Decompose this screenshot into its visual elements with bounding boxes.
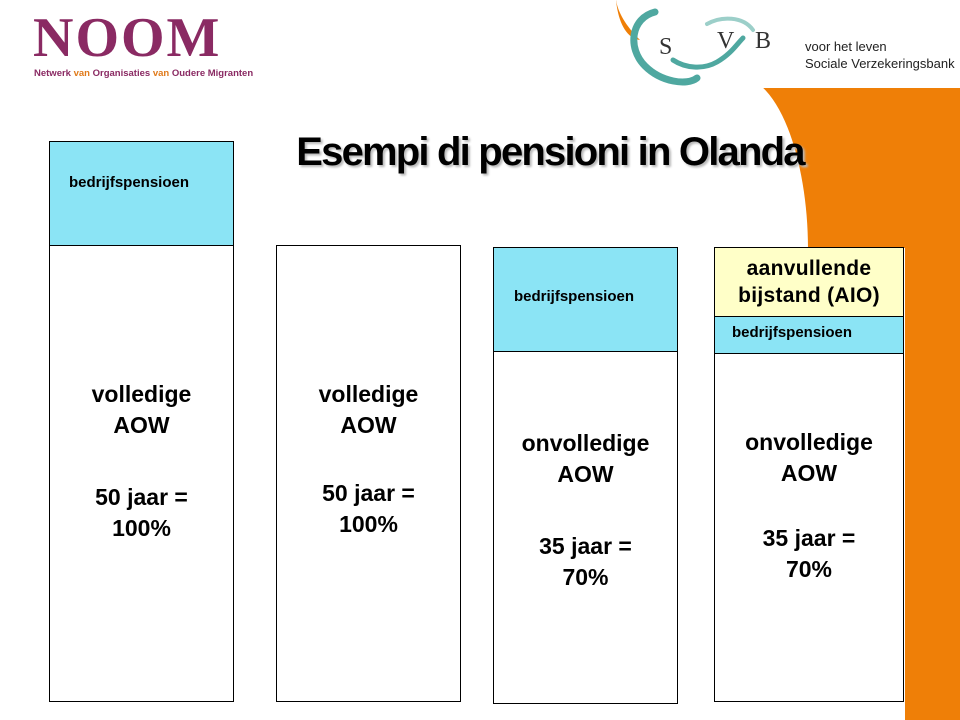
company-pension-label: bedrijfspensioen bbox=[732, 324, 853, 341]
svb-letter-s: S bbox=[659, 34, 673, 60]
company-pension-block bbox=[715, 317, 903, 354]
svb-letter-v: V bbox=[717, 28, 735, 54]
svb-slogan-line2: Sociale Verzekeringsbank bbox=[805, 56, 955, 71]
company-pension-label: bedrijfspensioen bbox=[69, 174, 190, 191]
noom-logo: NOOM bbox=[33, 7, 222, 69]
pension-column-4 bbox=[714, 247, 904, 702]
pension-column-1 bbox=[49, 141, 234, 702]
aow-label: volledige AOW bbox=[318, 381, 419, 438]
company-pension-block bbox=[494, 248, 677, 352]
supplementary-assistance-label: aanvullende bijstand (AIO) bbox=[738, 257, 880, 307]
years-percentage-label: 35 jaar = 70% bbox=[762, 525, 856, 582]
aow-label: volledige AOW bbox=[91, 381, 192, 438]
company-pension-label: bedrijfspensioen bbox=[514, 288, 635, 305]
svb-slogan bbox=[805, 38, 955, 72]
svb-slogan-line1: voor het leven bbox=[805, 39, 887, 54]
slide-title: Esempi di pensioni in Olanda bbox=[296, 130, 804, 174]
noom-tagline: Netwerk van Organisaties van Oudere Migranten bbox=[34, 68, 254, 79]
aow-label: onvolledige AOW bbox=[521, 430, 650, 487]
aow-label: onvolledige AOW bbox=[745, 429, 873, 486]
svb-logo bbox=[625, 8, 800, 88]
years-percentage-label: 35 jaar = 70% bbox=[539, 533, 632, 590]
pension-column-3 bbox=[493, 247, 678, 704]
supplementary-assistance-block bbox=[715, 248, 903, 317]
company-pension-block bbox=[50, 142, 233, 246]
years-percentage-label: 50 jaar = 100% bbox=[95, 484, 188, 541]
years-percentage-label: 50 jaar = 100% bbox=[322, 480, 415, 537]
svb-letter-b: B bbox=[755, 28, 772, 54]
pension-column-2 bbox=[276, 245, 461, 702]
